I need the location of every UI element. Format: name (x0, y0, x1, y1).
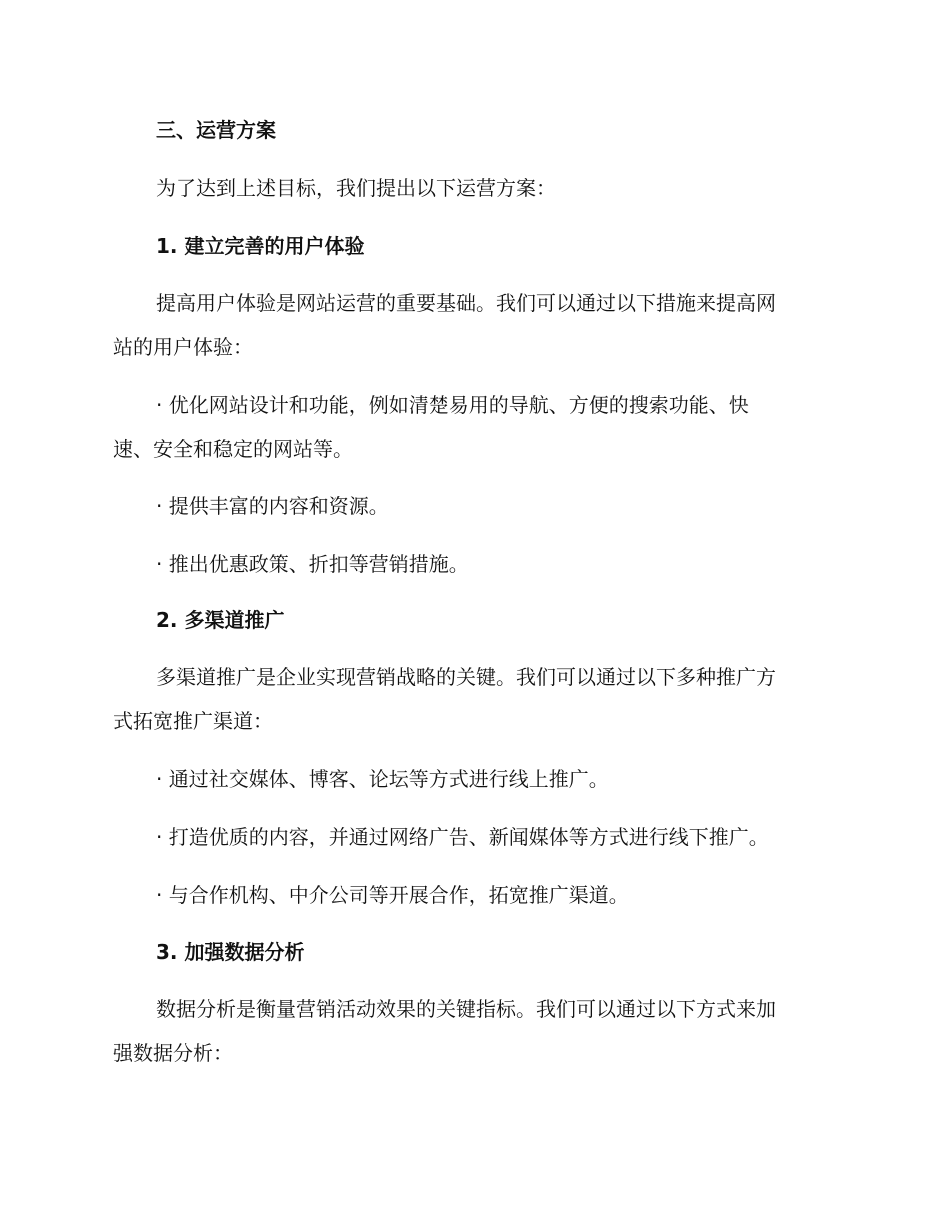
part1-bullet-1-line1: · 优化网站设计和功能，例如清楚易用的导航、方便的搜索功能、快 (156, 393, 749, 417)
part3-paragraph-line1: 数据分析是衡量营销活动效果的关键指标。我们可以通过以下方式来加 (156, 997, 776, 1021)
part2-bullet-3: · 与合作机构、中介公司等开展合作，拓宽推广渠道。 (156, 883, 629, 907)
part1-bullet-3: · 推出优惠政策、折扣等营销措施。 (156, 552, 469, 576)
part2-bullet-2: · 打造优质的内容，并通过网络广告、新闻媒体等方式进行线下推广。 (156, 825, 769, 849)
part1-paragraph-line1: 提高用户体验是网站运营的重要基础。我们可以通过以下措施来提高网 (156, 291, 776, 315)
part1-bullet-1 (113, 383, 837, 471)
part2-paragraph (113, 655, 837, 743)
part2-heading: 2. 多渠道推广 (156, 608, 285, 632)
part3-paragraph (113, 987, 837, 1075)
section-intro: 为了达到上述目标，我们提出以下运营方案： (156, 176, 556, 200)
part2-paragraph-line2: 式拓宽推广渠道： (113, 709, 273, 733)
part1-bullet-1-line2: 速、安全和稳定的网站等。 (113, 437, 353, 461)
part1-heading: 1. 建立完善的用户体验 (156, 234, 365, 258)
part2-paragraph-line1: 多渠道推广是企业实现营销战略的关键。我们可以通过以下多种推广方 (156, 665, 776, 689)
part1-paragraph (113, 281, 837, 369)
part3-heading: 3. 加强数据分析 (156, 940, 305, 964)
part1-paragraph-line2: 站的用户体验： (113, 335, 253, 359)
part2-bullet-1: · 通过社交媒体、博客、论坛等方式进行线上推广。 (156, 767, 609, 791)
section-title: 三、运营方案 (156, 118, 276, 142)
part3-paragraph-line2: 强数据分析： (113, 1041, 233, 1065)
part1-bullet-2: · 提供丰富的内容和资源。 (156, 494, 389, 518)
